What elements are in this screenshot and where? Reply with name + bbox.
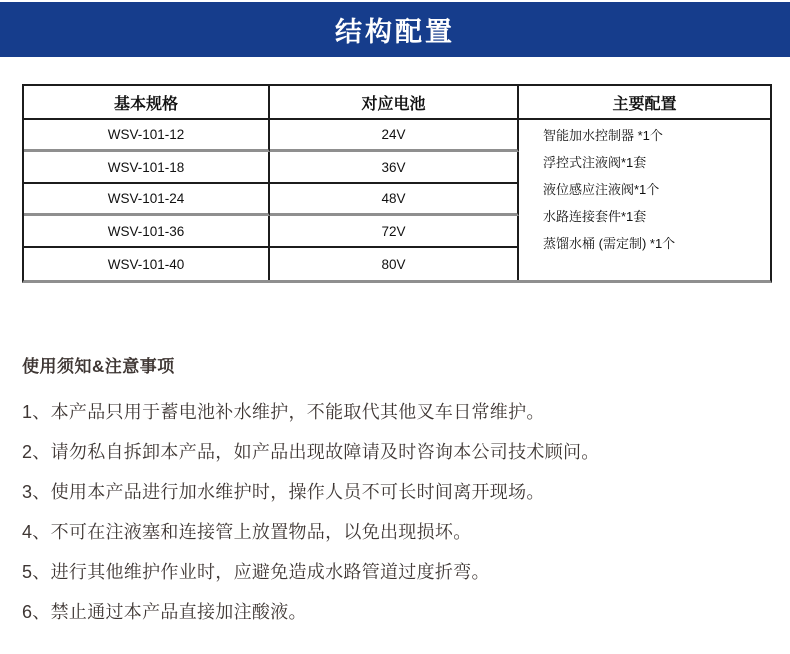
spec-cell: WSV-101-40 <box>24 248 270 280</box>
notes-section <box>22 356 772 632</box>
notes-heading: 使用须知&注意事项 <box>22 357 175 376</box>
page-title: 结构配置 <box>335 17 455 47</box>
col-header-basic-spec: 基本规格 <box>24 86 270 120</box>
config-item: 液位感应注液阀*1个 <box>543 182 660 197</box>
config-item: 蒸馏水桶 (需定制) *1个 <box>543 236 676 251</box>
spec-cell: WSV-101-18 <box>24 152 270 184</box>
config-item: 浮控式注液阀*1套 <box>543 155 647 170</box>
note-item: 1、本产品只用于蓄电池补水维护，不能取代其他叉车日常维护。 <box>22 402 545 422</box>
table-header-row <box>24 86 770 120</box>
col-header-main-config: 主要配置 <box>519 86 770 120</box>
note-item: 2、请勿私自拆卸本产品，如产品出现故障请及时咨询本公司技术顾问。 <box>22 442 600 462</box>
main-config-cell <box>519 120 770 280</box>
battery-cell: 48V <box>270 184 519 216</box>
spec-cell: WSV-101-12 <box>24 120 270 152</box>
table-row <box>24 120 770 152</box>
note-item: 6、禁止通过本产品直接加注酸液。 <box>22 602 307 622</box>
spec-table <box>22 84 772 283</box>
battery-cell: 24V <box>270 120 519 152</box>
battery-cell: 36V <box>270 152 519 184</box>
config-item: 智能加水控制器 *1个 <box>543 128 663 143</box>
battery-cell: 80V <box>270 248 519 280</box>
col-header-battery: 对应电池 <box>270 86 519 120</box>
spec-cell: WSV-101-24 <box>24 184 270 216</box>
note-item: 5、进行其他维护作业时，应避免造成水路管道过度折弯。 <box>22 562 490 582</box>
spec-cell: WSV-101-36 <box>24 216 270 248</box>
section-banner <box>0 2 790 57</box>
battery-cell: 72V <box>270 216 519 248</box>
note-item: 3、使用本产品进行加水维护时，操作人员不可长时间离开现场。 <box>22 482 545 502</box>
note-item: 4、不可在注液塞和连接管上放置物品，以免出现损坏。 <box>22 522 472 542</box>
config-item: 水路连接套件*1套 <box>543 209 647 224</box>
